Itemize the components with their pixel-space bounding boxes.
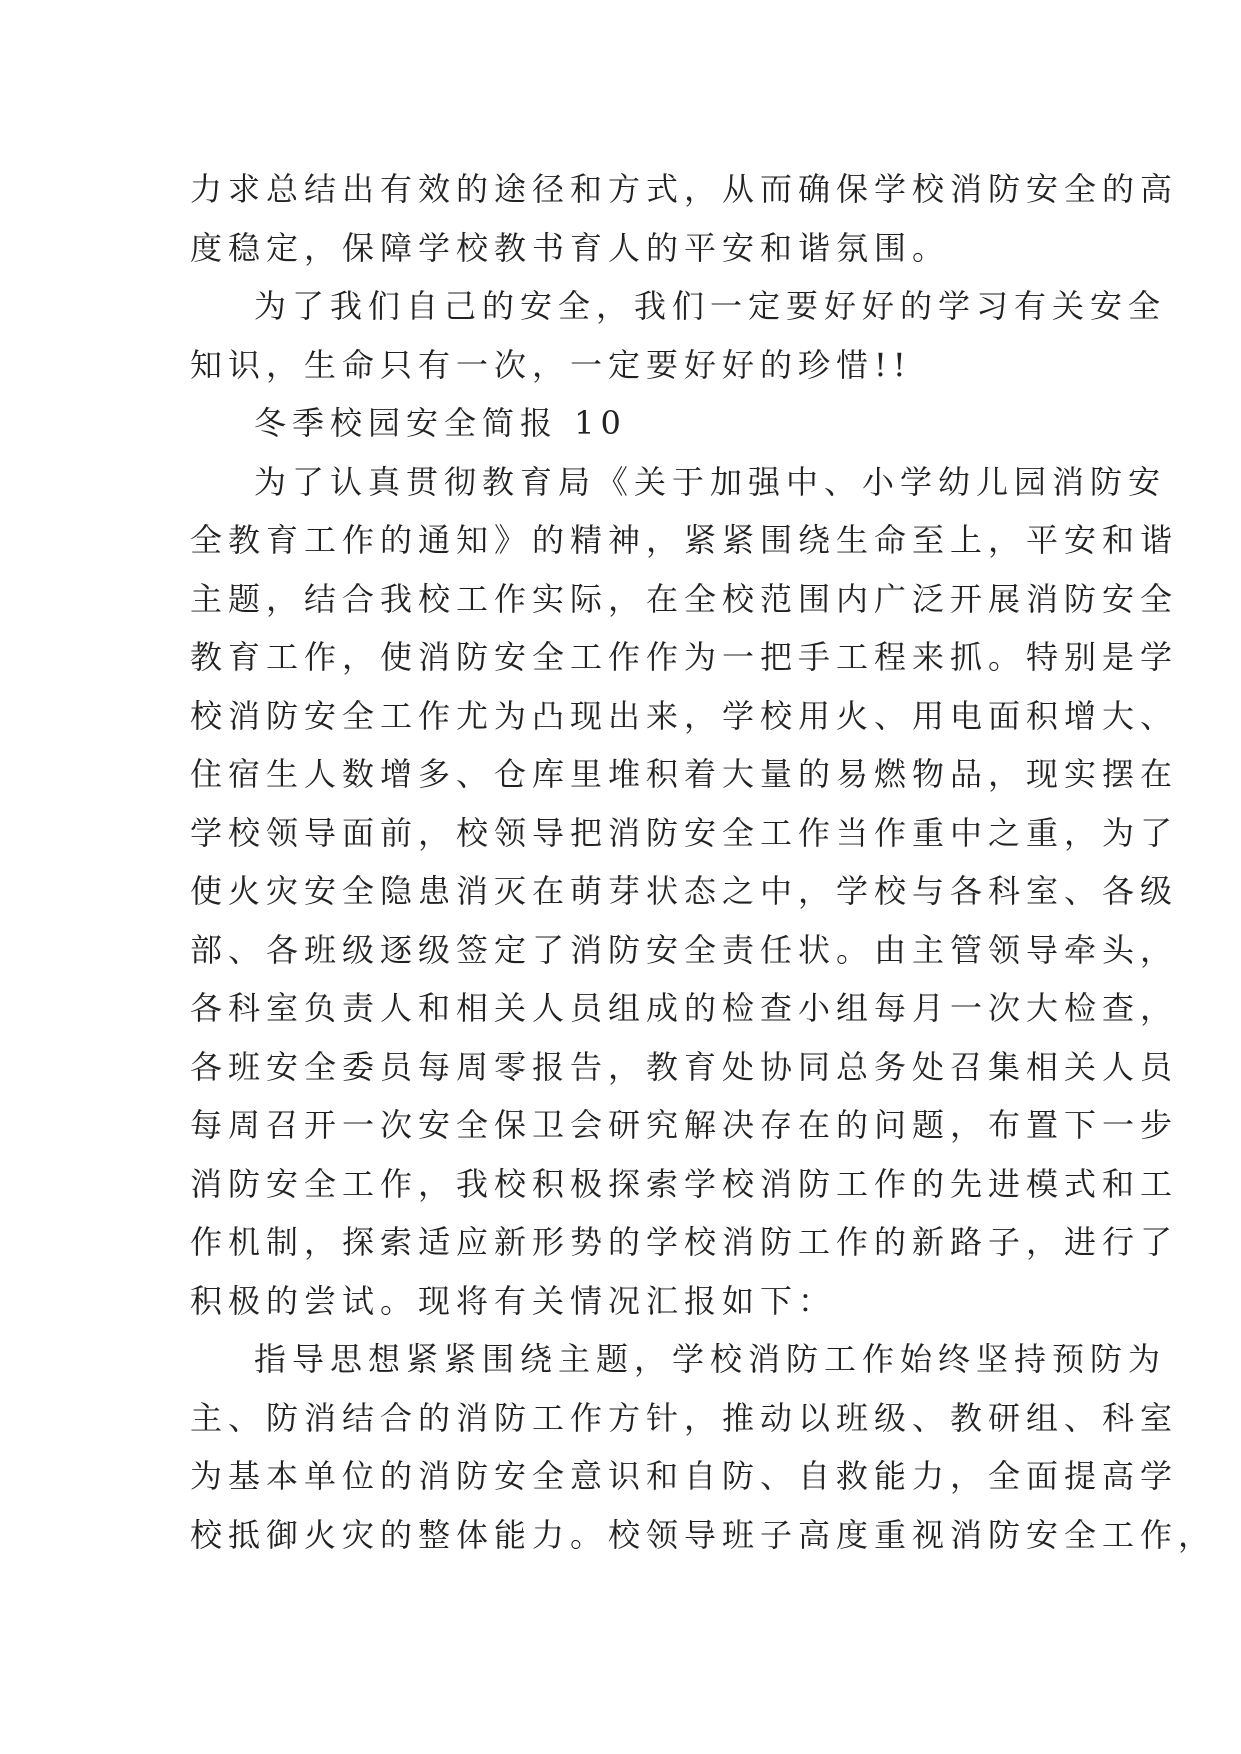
text-line: 学校领导面前，校领导把消防安全工作当作重中之重，为了: [190, 813, 1179, 852]
text-line: 各科室负责人和相关人员组成的检查小组每月一次大检查，: [190, 989, 1179, 1027]
text-line: 主题，结合我校工作实际，在全校范围内广泛开展消防安全: [190, 579, 1179, 618]
text-line: 全教育工作的通知》的精神，紧紧围绕生命至上，平安和谐: [190, 521, 1179, 559]
text-line: 住宿生人数增多、仓库里堆积着大量的易燃物品，现实摆在: [190, 755, 1179, 793]
text-line: 部、各班级逐级签定了消防安全责任状。由主管领导牵头，: [190, 930, 1179, 969]
text-line: 为了我们自己的安全，我们一定要好好的学习有关安全: [254, 287, 1167, 325]
text-line: 积极的尝试。现将有关情况汇报如下：: [190, 1281, 837, 1320]
text-line: 作机制，探索适应新形势的学校消防工作的新路子，进行了: [190, 1223, 1179, 1261]
text-line: 各班安全委员每周零报告，教育处协同总务处召集相关人员: [190, 1047, 1179, 1086]
text-line: 教育工作，使消防安全工作作为一把手工程来抓。特别是学: [190, 638, 1179, 676]
text-line: 度稳定，保障学校教书育人的平安和谐氛围。: [190, 228, 951, 267]
text-line: 校抵御火灾的整体能力。校领导班子高度重视消防安全工作，: [190, 1515, 1217, 1554]
text-line: 每周召开一次安全保卫会研究解决存在的问题，布置下一步: [190, 1106, 1179, 1144]
text-line: 消防安全工作，我校积极探索学校消防工作的先进模式和工: [190, 1164, 1179, 1203]
text-line: 指导思想紧紧围绕主题，学校消防工作始终坚持预防为: [254, 1340, 1167, 1378]
document-body: [190, 160, 1217, 1564]
text-line: 主、防消结合的消防工作方针，推动以班级、教研组、科室: [190, 1398, 1179, 1437]
text-line: 为基本单位的消防安全意识和自防、自救能力，全面提高学: [190, 1457, 1179, 1495]
text-line: 为了认真贯彻教育局《关于加强中、小学幼儿园消防安: [254, 462, 1167, 501]
text-line: 使火灾安全隐患消灭在萌芽状态之中，学校与各科室、各级: [190, 872, 1179, 910]
section-heading: 冬季校园安全简报 10: [254, 404, 627, 442]
text-line: 知识，生命只有一次，一定要好好的珍惜!!: [190, 345, 912, 384]
text-line: 力求总结出有效的途径和方式，从而确保学校消防安全的高: [190, 170, 1179, 208]
text-line: 校消防安全工作尤为凸现出来，学校用火、用电面积增大、: [190, 696, 1179, 735]
